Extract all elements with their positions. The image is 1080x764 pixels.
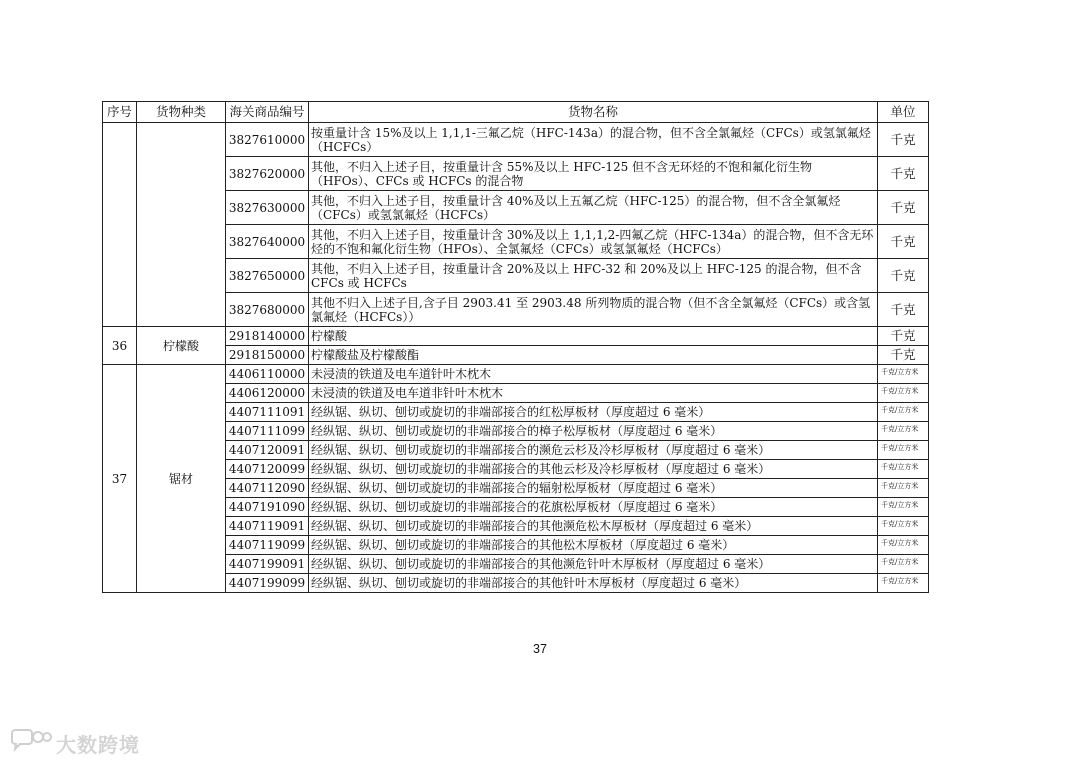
goods-name-cell: 其他，不归入上述子目，按重量计含 20%及以上 HFC-32 和 20%及以上 HFC-125 的混合物，但不含 CFCs 或 HCFCs bbox=[309, 259, 878, 293]
hs-code-cell: 3827620000 bbox=[226, 157, 309, 191]
header-seq: 序号 bbox=[103, 102, 137, 123]
unit-cell: 千克/立方米 bbox=[878, 555, 929, 574]
unit-cell: 千克/立方米 bbox=[878, 517, 929, 536]
watermark-text: 大数跨境 bbox=[56, 732, 140, 757]
unit-cell: 千克/立方米 bbox=[878, 460, 929, 479]
unit-cell: 千克/立方米 bbox=[878, 498, 929, 517]
goods-name-cell: 经纵锯、纵切、刨切或旋切的非端部接合的其他濒危针叶木厚板材（厚度超过 6 毫米） bbox=[309, 555, 878, 574]
table-row bbox=[103, 157, 929, 191]
unit-cell: 千克 bbox=[878, 225, 929, 259]
hs-code-cell: 4407199099 bbox=[226, 574, 309, 593]
table-row bbox=[103, 441, 929, 460]
unit-cell: 千克/立方米 bbox=[878, 422, 929, 441]
table-row bbox=[103, 555, 929, 574]
goods-name-cell: 柠檬酸 bbox=[309, 327, 878, 346]
table-row bbox=[103, 293, 929, 327]
goods-name-cell: 其他，不归入上述子目，按重量计含 40%及以上五氟乙烷（HFC-125）的混合物，但不含全氯氟烃（CFCs）或氢氯氟烃（HCFCs） bbox=[309, 191, 878, 225]
unit-cell: 千克/立方米 bbox=[878, 365, 929, 384]
unit-cell: 千克 bbox=[878, 293, 929, 327]
table-row bbox=[103, 123, 929, 157]
chat-bubble-logo-icon bbox=[8, 728, 52, 758]
hs-code-cell: 4407111099 bbox=[226, 422, 309, 441]
hs-code-cell: 4407112090 bbox=[226, 479, 309, 498]
unit-cell: 千克/立方米 bbox=[878, 441, 929, 460]
goods-name-cell: 经纵锯、纵切、刨切或旋切的非端部接合的樟子松厚板材（厚度超过 6 毫米） bbox=[309, 422, 878, 441]
goods-name-cell: 按重量计含 15%及以上 1,1,1-三氟乙烷（HFC-143a）的混合物，但不含全氯氟烃（CFCs）或氢氯氟烃（HCFCs） bbox=[309, 123, 878, 157]
goods-name-cell: 经纵锯、纵切、刨切或旋切的非端部接合的红松厚板材（厚度超过 6 毫米） bbox=[309, 403, 878, 422]
hs-code-cell: 4407119099 bbox=[226, 536, 309, 555]
goods-name-cell: 其他，不归入上述子目，按重量计含 55%及以上 HFC-125 但不含无环烃的不饱和氟化衍生物（HFOs）、CFCs 或 HCFCs 的混合物 bbox=[309, 157, 878, 191]
unit-cell: 千克/立方米 bbox=[878, 384, 929, 403]
table-row bbox=[103, 225, 929, 259]
unit-cell: 千克/立方米 bbox=[878, 403, 929, 422]
table-row bbox=[103, 365, 929, 384]
goods-name-cell: 经纵锯、纵切、刨切或旋切的非端部接合的濒危云杉及冷杉厚板材（厚度超过 6 毫米） bbox=[309, 441, 878, 460]
goods-name-cell: 经纵锯、纵切、刨切或旋切的非端部接合的其他松木厚板材（厚度超过 6 毫米） bbox=[309, 536, 878, 555]
header-category: 货物种类 bbox=[137, 102, 226, 123]
hs-code-cell: 3827630000 bbox=[226, 191, 309, 225]
goods-name-cell: 经纵锯、纵切、刨切或旋切的非端部接合的其他云杉及冷杉厚板材（厚度超过 6 毫米） bbox=[309, 460, 878, 479]
unit-cell: 千克 bbox=[878, 123, 929, 157]
goods-name-cell: 其他不归入上述子目,含子目 2903.41 至 2903.48 所列物质的混合物（但不含全氯氟烃（CFCs）或含氢氯氟烃（HCFCs）） bbox=[309, 293, 878, 327]
table-row bbox=[103, 574, 929, 593]
goods-name-cell: 经纵锯、纵切、刨切或旋切的非端部接合的其他濒危松木厚板材（厚度超过 6 毫米） bbox=[309, 517, 878, 536]
hs-code-cell: 4406110000 bbox=[226, 365, 309, 384]
watermark bbox=[8, 728, 140, 758]
header-goods-name: 货物名称 bbox=[309, 102, 878, 123]
table-row bbox=[103, 460, 929, 479]
hs-code-cell: 3827650000 bbox=[226, 259, 309, 293]
table-row bbox=[103, 403, 929, 422]
category-cell: 锯材 bbox=[137, 365, 226, 593]
header-unit: 单位 bbox=[878, 102, 929, 123]
table-row bbox=[103, 517, 929, 536]
unit-cell: 千克 bbox=[878, 346, 929, 365]
unit-cell: 千克 bbox=[878, 191, 929, 225]
hs-code-cell: 4407120091 bbox=[226, 441, 309, 460]
goods-name-cell: 其他，不归入上述子目，按重量计含 30%及以上 1,1,1,2-四氟乙烷（HFC-134a）的混合物，但不含无环烃的不饱和氟化衍生物（HFOs）、全氯氟烃（CFCs）或氢氯氟烃（HCFCs） bbox=[309, 225, 878, 259]
hs-code-cell: 2918140000 bbox=[226, 327, 309, 346]
table-row bbox=[103, 191, 929, 225]
category-cell bbox=[137, 123, 226, 327]
hs-code-cell: 4407191090 bbox=[226, 498, 309, 517]
goods-name-cell: 经纵锯、纵切、刨切或旋切的非端部接合的辐射松厚板材（厚度超过 6 毫米） bbox=[309, 479, 878, 498]
table-row bbox=[103, 479, 929, 498]
goods-name-cell: 经纵锯、纵切、刨切或旋切的非端部接合的花旗松厚板材（厚度超过 6 毫米） bbox=[309, 498, 878, 517]
page-number: 37 bbox=[533, 642, 547, 656]
seq-cell bbox=[103, 123, 137, 327]
hs-code-cell: 3827640000 bbox=[226, 225, 309, 259]
table-row bbox=[103, 259, 929, 293]
goods-name-cell: 经纵锯、纵切、刨切或旋切的非端部接合的其他针叶木厚板材（厚度超过 6 毫米） bbox=[309, 574, 878, 593]
table-row bbox=[103, 384, 929, 403]
unit-cell: 千克 bbox=[878, 259, 929, 293]
unit-cell: 千克/立方米 bbox=[878, 479, 929, 498]
table-row bbox=[103, 498, 929, 517]
unit-cell: 千克/立方米 bbox=[878, 536, 929, 555]
hs-code-cell: 2918150000 bbox=[226, 346, 309, 365]
hs-code-cell: 4407199091 bbox=[226, 555, 309, 574]
unit-cell: 千克/立方米 bbox=[878, 574, 929, 593]
table-row bbox=[103, 422, 929, 441]
table-row bbox=[103, 327, 929, 346]
hs-code-cell: 3827680000 bbox=[226, 293, 309, 327]
hs-code-cell: 4407119091 bbox=[226, 517, 309, 536]
table-row bbox=[103, 536, 929, 555]
goods-name-cell: 柠檬酸盐及柠檬酸酯 bbox=[309, 346, 878, 365]
hs-code-cell: 4406120000 bbox=[226, 384, 309, 403]
hs-code-cell: 3827610000 bbox=[226, 123, 309, 157]
table-row bbox=[103, 346, 929, 365]
goods-table bbox=[102, 101, 929, 593]
category-cell: 柠檬酸 bbox=[137, 327, 226, 365]
goods-name-cell: 未浸渍的铁道及电车道非针叶木枕木 bbox=[309, 384, 878, 403]
unit-cell: 千克 bbox=[878, 327, 929, 346]
header-hs-code: 海关商品编号 bbox=[226, 102, 309, 123]
unit-cell: 千克 bbox=[878, 157, 929, 191]
hs-code-cell: 4407111091 bbox=[226, 403, 309, 422]
seq-cell: 37 bbox=[103, 365, 137, 593]
hs-code-cell: 4407120099 bbox=[226, 460, 309, 479]
seq-cell: 36 bbox=[103, 327, 137, 365]
goods-name-cell: 未浸渍的铁道及电车道针叶木枕木 bbox=[309, 365, 878, 384]
table-header-row bbox=[103, 102, 929, 123]
